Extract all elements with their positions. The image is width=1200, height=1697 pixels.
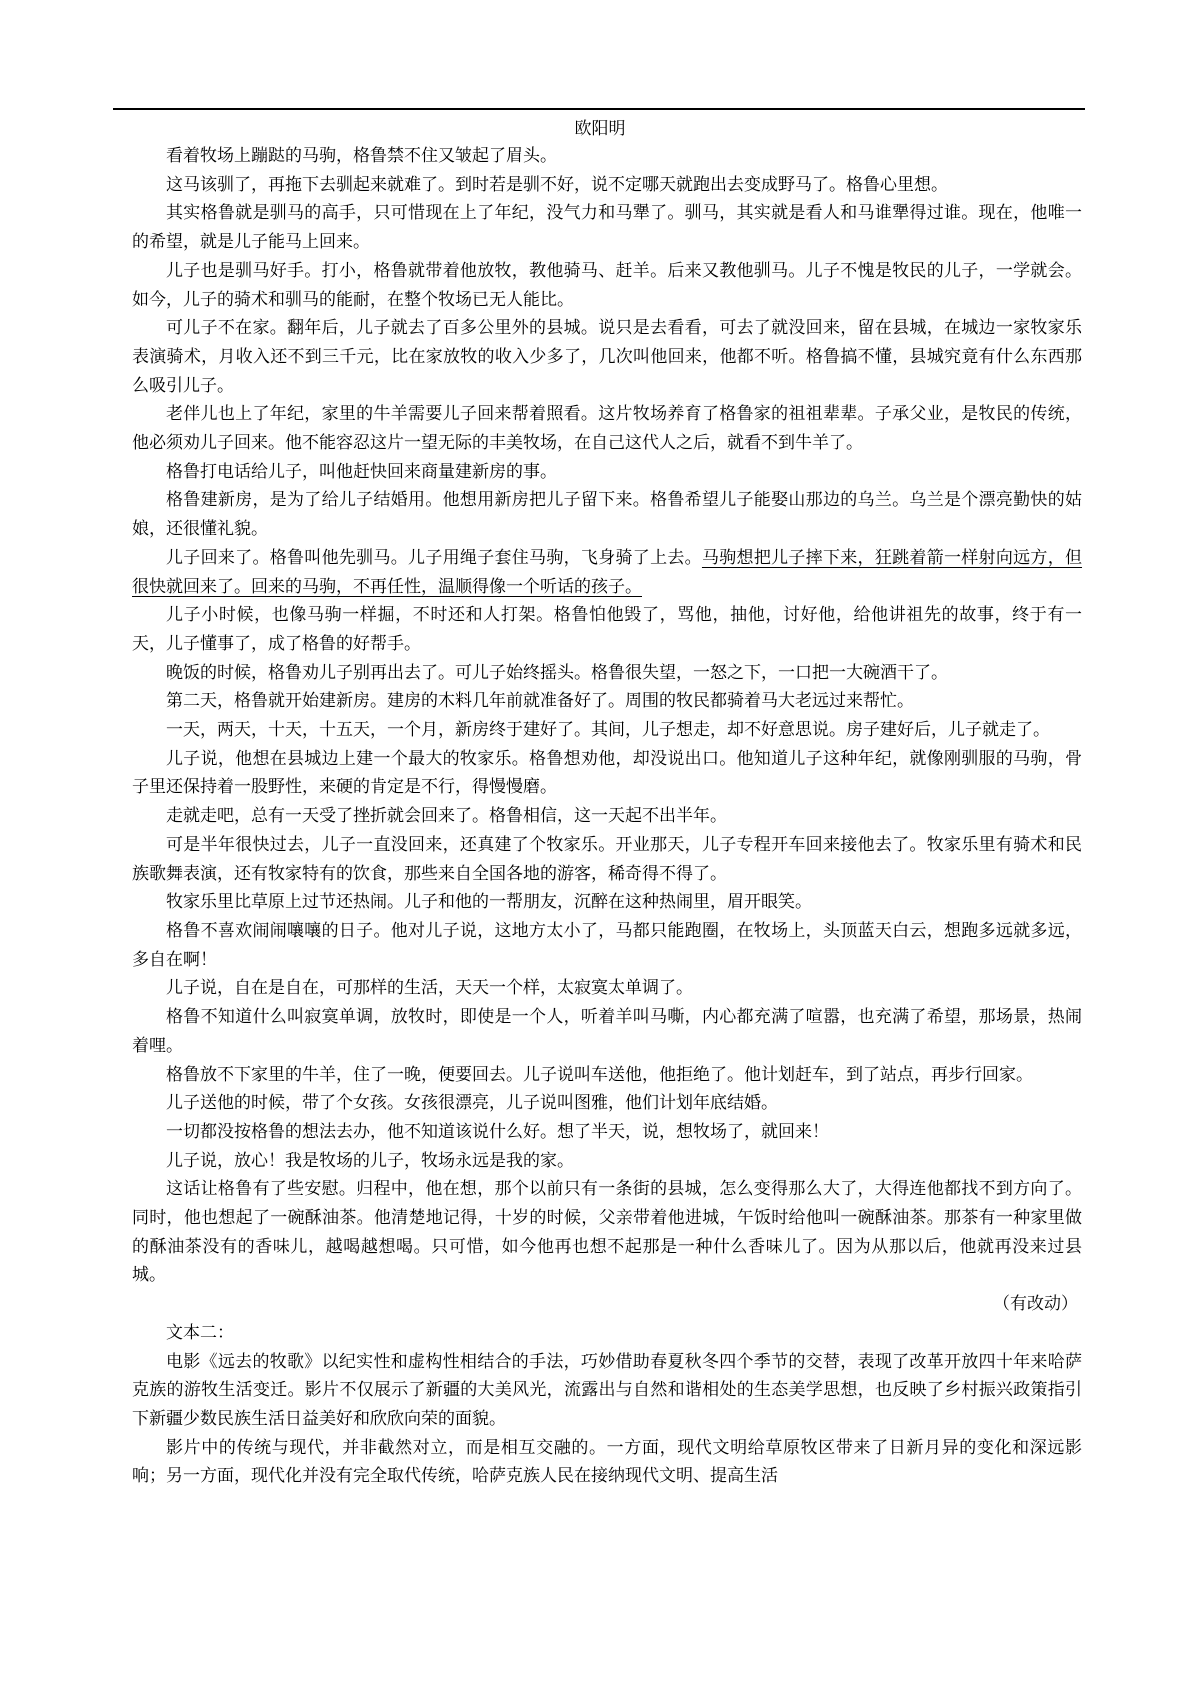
paragraph: 晚饭的时候，格鲁劝儿子别再出去了。可儿子始终摇头。格鲁很失望，一怒之下，一口把一大碗酒干了。 [166,662,948,683]
paragraph: 其实格鲁就是驯马的高手，只可惜现在上了年纪，没气力和马犟了。驯马，其实就是看人和马谁犟得过谁。现在，他唯一的希望，就是儿子能马上回来。 [132,203,1082,253]
author-name: 欧阳明 [574,119,626,139]
paragraph: 一天，两天，十天，十五天，一个月，新房终于建好了。其间，儿子想走，却不好意思说。房子建好后，儿子就走了。 [166,720,1050,741]
paragraph: 牧家乐里比草原上过节还热闹。儿子和他的一帮朋友，沉醉在这种热闹里，眉开眼笑。 [166,892,812,913]
paragraph: 一切都没按格鲁的想法去办，他不知道该说什么好。想了半天，说，想牧场了，就回来！ [166,1121,829,1142]
paragraph: 老伴儿也上了年纪，家里的牛羊需要儿子回来帮着照看。这片牧场养育了格鲁家的祖祖辈辈。子承父业，是牧民的传统，他必须劝儿子回来。他不能容忍这片一望无际的丰美牧场，在自己这代人之后，就看不到牛羊了。 [132,404,1082,454]
paragraph: 影片中的传统与现代，并非截然对立，而是相互交融的。一方面，现代文明给草原牧区带来了日新月异的变化和深远影响；另一方面，现代化并没有完全取代传统，哈萨克族人民在接纳现代文明、提高生活 [132,1437,1082,1487]
paragraph: 可儿子不在家。翻年后，儿子就去了百多公里外的县城。说只是去看看，可去了就没回来，留在县城，在城边一家牧家乐表演骑术，月收入还不到三千元，比在家放牧的收入少多了，几次叫他回来，他都不听。格鲁搞不懂，县城究竟有什么东西那么吸引儿子。 [132,318,1082,396]
story-body [132,142,1082,1491]
paragraph: 儿子说，自在是自在，可那样的生活，天天一个样，太寂寞太单调了。 [166,978,693,999]
paragraph: 这马该驯了，再拖下去驯起来就难了。到时若是驯不好，说不定哪天就跑出去变成野马了。格鲁心里想。 [166,174,948,195]
paragraph: 儿子说，他想在县城边上建一个最大的牧家乐。格鲁想劝他，却没说出口。他知道儿子这种年纪，就像刚驯服的马驹，骨子里还保持着一股野性，来硬的肯定是不行，得慢慢磨。 [132,748,1082,798]
paragraph: 儿子说，放心！我是牧场的儿子，牧场永远是我的家。 [166,1150,574,1171]
paragraph: 格鲁不知道什么叫寂寞单调，放牧时，即使是一个人，听着羊叫马嘶，内心都充满了喧嚣，也充满了希望，那场景，热闹着哩。 [132,1007,1082,1056]
paragraph: 看着牧场上蹦跶的马驹，格鲁禁不住又皱起了眉头。 [166,146,557,166]
paragraph-plain-part: 儿子回来了。格鲁叫他先驯马。儿子用绳子套住马驹，飞身骑了上去。 [166,547,702,568]
underlined-sentence: 马驹想把儿子摔下来，狂跳着箭一样射向远方，但很快就回来了。回来的马驹，不再任性，温顺得像一个听话的孩子。 [132,547,1083,597]
paragraph: 格鲁不喜欢闹闹嚷嚷的日子。他对儿子说，这地方太小了，马都只能跑圈，在牧场上，头顶蓝天白云，想跑多远就多远，多自在啊！ [132,920,1082,970]
paragraph: 儿子也是驯马好手。打小，格鲁就带着他放牧，教他骑马、赶羊。后来又教他驯马。儿子不愧是牧民的儿子，一学就会。如今，儿子的骑术和驯马的能耐，在整个牧场已无人能比。 [132,260,1082,310]
paragraph: 走就走吧，总有一天受了挫折就会回来了。格鲁相信，这一天起不出半年。 [166,806,727,827]
paragraph: 格鲁打电话给儿子，叫他赶快回来商量建新房的事。 [166,461,557,482]
paragraph: 可是半年很快过去，儿子一直没回来，还真建了个牧家乐。开业那天，儿子专程开车回来接他去了。牧家乐里有骑术和民族歌舞表演，还有牧家特有的饮食，那些来自全国各地的游客，稀奇得不得了。 [132,834,1082,884]
paragraph: 第二天，格鲁就开始建新房。建房的木料几年前就准备好了。周围的牧民都骑着马大老远过来帮忙。 [166,691,914,712]
text2-label: 文本二： [166,1322,234,1343]
paragraph: 儿子小时候，也像马驹一样掘，不时还和人打架。格鲁怕他毁了，骂他，抽他，讨好他，给他讲祖先的故事，终于有一天，儿子懂事了，成了格鲁的好帮手。 [132,605,1082,654]
paragraph: 电影《远去的牧歌》以纪实性和虚构性相结合的手法，巧妙借助春夏秋冬四个季节的交替，表现了改革开放四十年来哈萨克族的游牧生活变迁。影片不仅展示了新疆的大美风光，流露出与自然和谐相处的生态美学思想，也反映了乡村振兴政策指引下新疆少数民族生活日益美好和欣欣向荣的面貌。 [132,1351,1082,1429]
top-rule [113,108,1085,110]
paragraph: 格鲁建新房，是为了给儿子结婚用。他想用新房把儿子留下来。格鲁希望儿子能娶山那边的乌兰。乌兰是个漂亮勤快的姑娘，还很懂礼貌。 [132,490,1082,540]
paragraph: 儿子送他的时候，带了个女孩。女孩很漂亮，儿子说叫图雅，他们计划年底结婚。 [166,1093,778,1114]
paragraph: 格鲁放不下家里的牛羊，住了一晚，便要回去。儿子说叫车送他，他拒绝了。他计划赶车，到了站点，再步行回家。 [166,1064,1033,1085]
revised-note: （有改动） [993,1294,1078,1315]
paragraph: 这话让格鲁有了些安慰。归程中，他在想，那个以前只有一条街的县城，怎么变得那么大了，大得连他都找不到方向了。同时，他也想起了一碗酥油茶。他清楚地记得，十岁的时候，父亲带着他进城，午饭时给他叫一碗酥油茶。那茶有一种家里做的酥油茶没有的香味儿，越喝越想喝。只可惜，如今他再也想不起那是一种什么香味儿了。因为从那以后，他就再没来过县城。 [132,1179,1082,1286]
paragraph-underlined [132,544,1082,601]
